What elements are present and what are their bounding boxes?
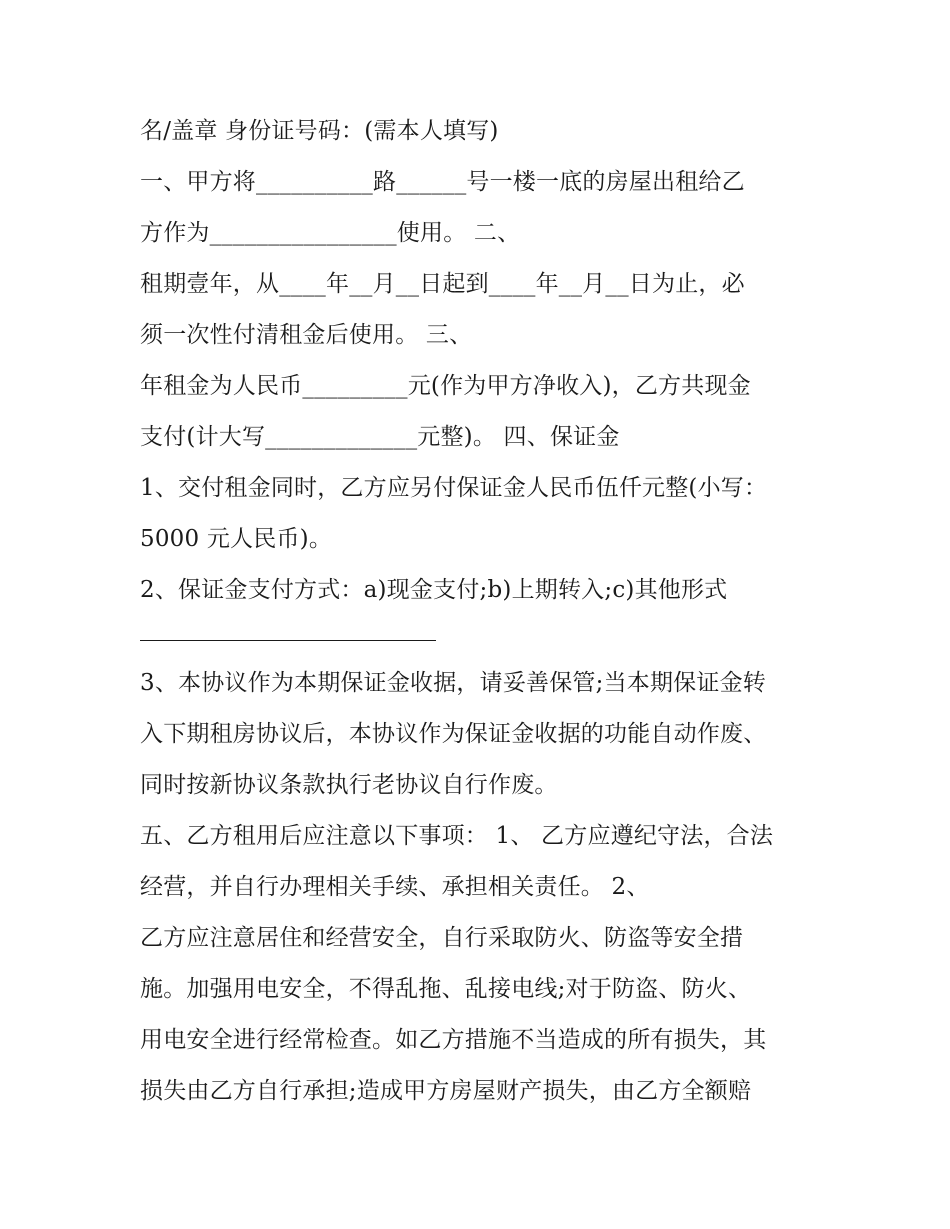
clause-3-line-1: 年租金为人民币_________元(作为甲方净收入)，乙方共现金 [140,373,751,399]
clause-3-line-2: 支付(计大写_____________元整)。 四、保证金 [140,424,620,450]
clause-5-line-4: 施。加强用电安全，不得乱拖、乱接电线;对于防盗、防火、 [140,976,752,1002]
clause-1-line-2: 方作为________________使用。 二、 [140,220,521,246]
clause-5-line-1: 五、乙方租用后应注意以下事项： 1、 乙方应遵纪守法，合法 [140,823,774,849]
deposit-item-1-line-1: 1、交付租金同时，乙方应另付保证金人民币伍仟元整(小写： [140,475,768,501]
fill-in-blank-line [140,640,436,641]
clause-2-line-1: 租期壹年，从____年__月__日起到____年__月__日为止，必 [140,271,745,297]
deposit-item-3-line-2: 入下期租房协议后，本协议作为保证金收据的功能自动作废、 [140,721,767,747]
clause-5-line-6: 损失由乙方自行承担;造成甲方房屋财产损失，由乙方全额赔 [140,1078,752,1104]
clause-5-line-5: 用电安全进行经常检查。如乙方措施不当造成的所有损失，其 [140,1027,767,1053]
signature-id-line: 名/盖章 身份证号码：(需本人填写) [140,118,499,144]
clause-1-line-1: 一、甲方将__________路______号一楼一底的房屋出租给乙 [140,169,745,195]
clause-2-line-2: 须一次性付清租金后使用。 三、 [140,322,473,348]
deposit-item-3-line-1: 3、本协议作为本期保证金收据，请妥善保管;当本期保证金转 [140,670,766,696]
deposit-item-2-text: 2、保证金支付方式：a)现金支付;b)上期转入;c)其他形式 [140,577,728,603]
deposit-item-3-line-3: 同时按新协议条款执行老协议自行作废。 [140,772,558,798]
deposit-item-1-line-2: 5000 元人民币)。 [140,526,333,552]
deposit-item-2-line [140,565,820,658]
clause-5-line-3: 乙方应注意居住和经营安全，自行采取防火、防盗等安全措 [140,925,744,951]
clause-5-line-2: 经营，并自行办理相关手续、承担相关责任。 2、 [140,874,650,900]
document-body [140,106,820,1117]
